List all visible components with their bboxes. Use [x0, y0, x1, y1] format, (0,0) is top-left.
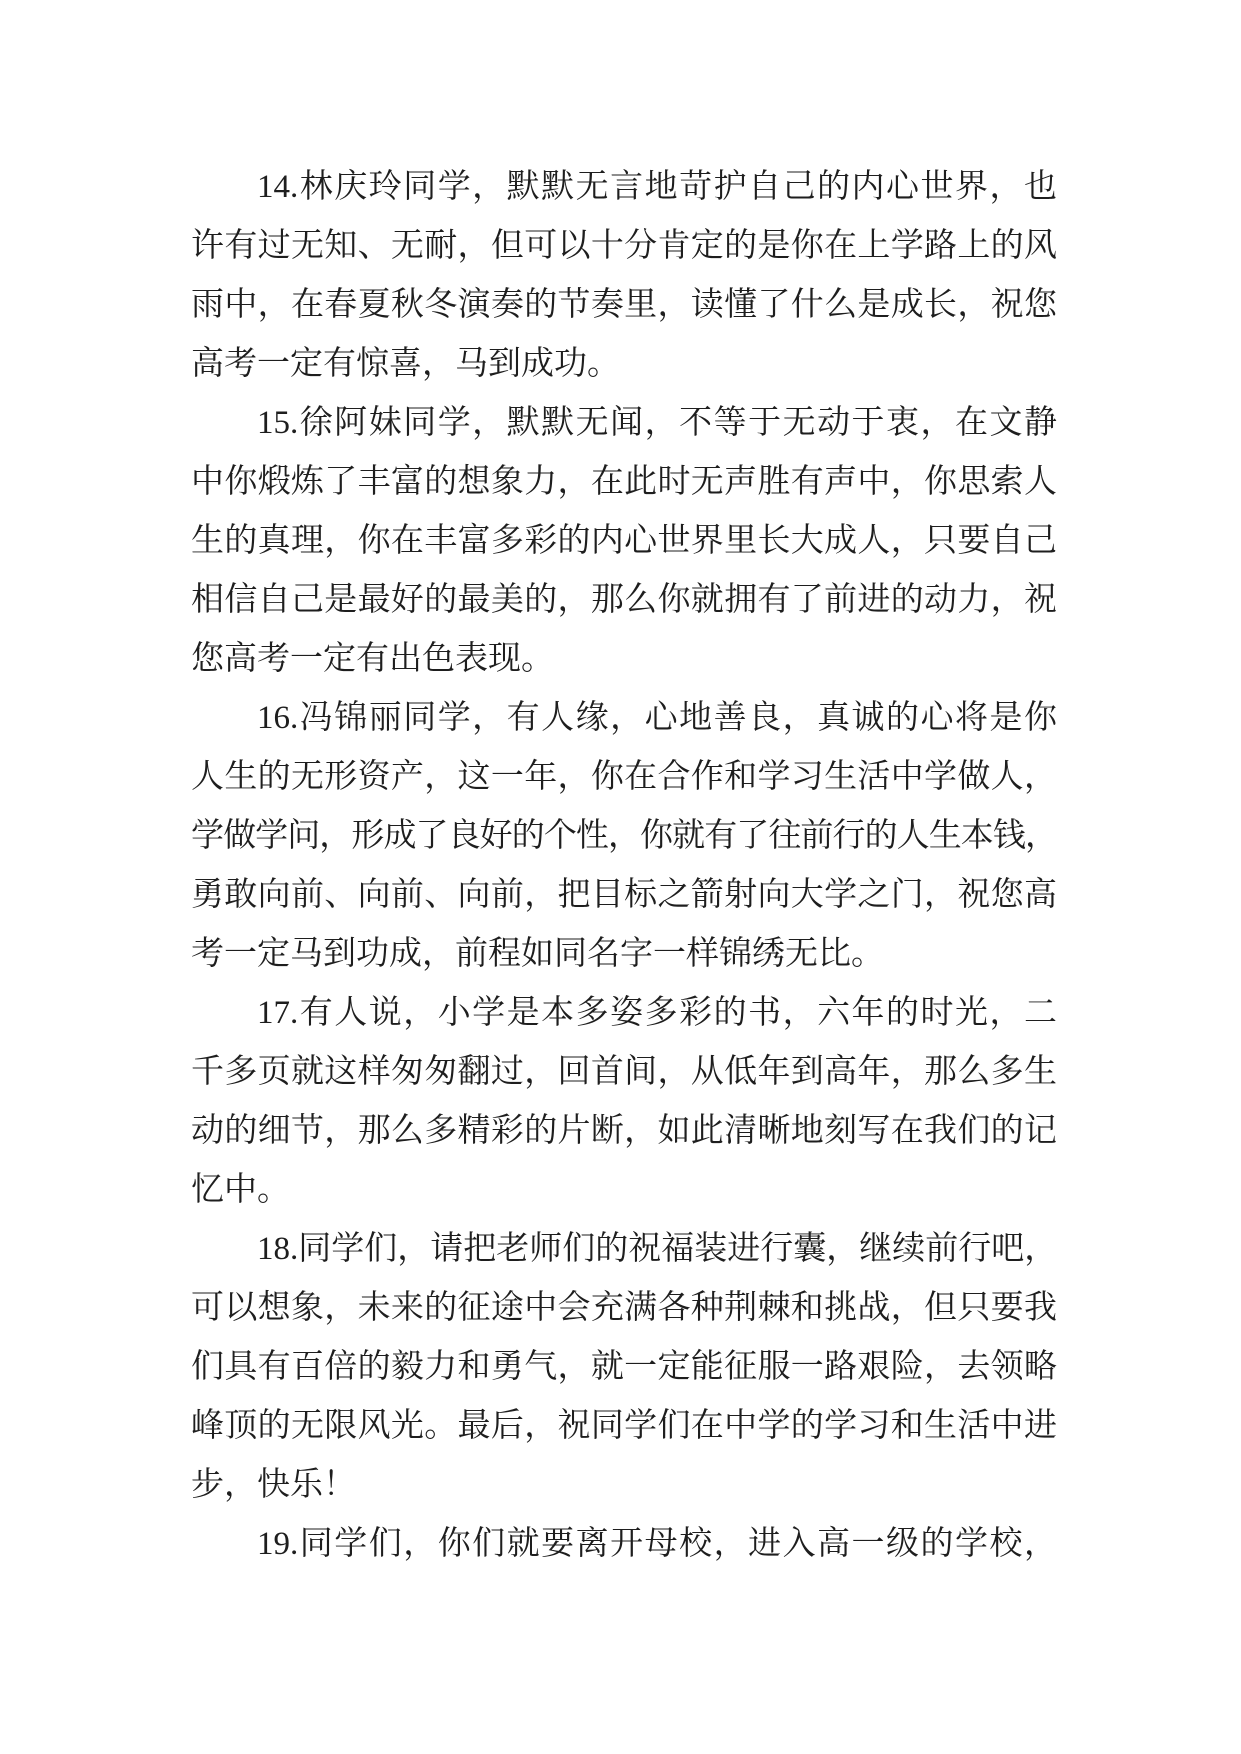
paragraph-15-line-2: 中你煅炼了丰富的想象力，在此时无声胜有声中，你思索人: [191, 464, 1057, 500]
paragraph-14-line-1: 14.林庆玲同学，默默无言地苛护自己的内心世界，也: [257, 169, 1057, 205]
paragraph-17-line-2: 千多页就这样匆匆翻过，回首间，从低年到高年，那么多生: [191, 1054, 1057, 1090]
paragraph-14-line-3: 雨中，在春夏秋冬演奏的节奏里，读懂了什么是成长，祝您: [191, 287, 1057, 323]
paragraph-18-line-1: 18.同学们，请把老师们的祝福装进行囊，继续前行吧，: [257, 1231, 1057, 1267]
document-body: [191, 158, 1057, 1574]
paragraph-18: [191, 1220, 1057, 1515]
paragraph-16-line-1: 16.冯锦丽同学，有人缘，心地善良，真诚的心将是你: [257, 700, 1057, 736]
paragraph-19-line-1: 19.同学们，你们就要离开母校，进入高一级的学校，: [257, 1526, 1057, 1562]
paragraph-15-line-5: 您高考一定有出色表现。: [191, 641, 554, 677]
paragraph-16-line-5: 考一定马到功成，前程如同名字一样锦绣无比。: [191, 936, 884, 972]
paragraph-14: [191, 158, 1057, 394]
paragraph-17-line-4: 忆中。: [191, 1172, 290, 1208]
paragraph-16-line-2: 人生的无形资产，这一年，你在合作和学习生活中学做人，: [191, 759, 1057, 795]
paragraph-15: [191, 394, 1057, 689]
paragraph-15-line-4: 相信自己是最好的最美的，那么你就拥有了前进的动力，祝: [191, 582, 1057, 618]
paragraph-16-line-3: 学做学问，形成了良好的个性，你就有了往前行的人生本钱，: [191, 818, 1057, 854]
paragraph-18-line-5: 步，快乐！: [191, 1467, 356, 1503]
paragraph-18-line-2: 可以想象，未来的征途中会充满各种荆棘和挑战，但只要我: [191, 1290, 1057, 1326]
paragraph-14-line-4: 高考一定有惊喜，马到成功。: [191, 346, 620, 382]
paragraph-16: [191, 689, 1057, 984]
paragraph-16-line-4: 勇敢向前、向前、向前，把目标之箭射向大学之门，祝您高: [191, 877, 1057, 913]
paragraph-18-line-4: 峰顶的无限风光。最后，祝同学们在中学的学习和生活中进: [191, 1408, 1057, 1444]
paragraph-14-line-2: 许有过无知、无耐，但可以十分肯定的是你在上学路上的风: [191, 228, 1057, 264]
paragraph-17-line-1: 17.有人说，小学是本多姿多彩的书，六年的时光，二: [257, 995, 1057, 1031]
paragraph-15-line-1: 15.徐阿妹同学，默默无闻，不等于无动于衷，在文静: [257, 405, 1057, 441]
paragraph-18-line-3: 们具有百倍的毅力和勇气，就一定能征服一路艰险，去领略: [191, 1349, 1057, 1385]
paragraph-15-line-3: 生的真理，你在丰富多彩的内心世界里长大成人，只要自己: [191, 523, 1057, 559]
paragraph-17-line-3: 动的细节，那么多精彩的片断，如此清晰地刻写在我们的记: [191, 1113, 1057, 1149]
paragraph-17: [191, 984, 1057, 1220]
paragraph-19: [191, 1515, 1057, 1574]
